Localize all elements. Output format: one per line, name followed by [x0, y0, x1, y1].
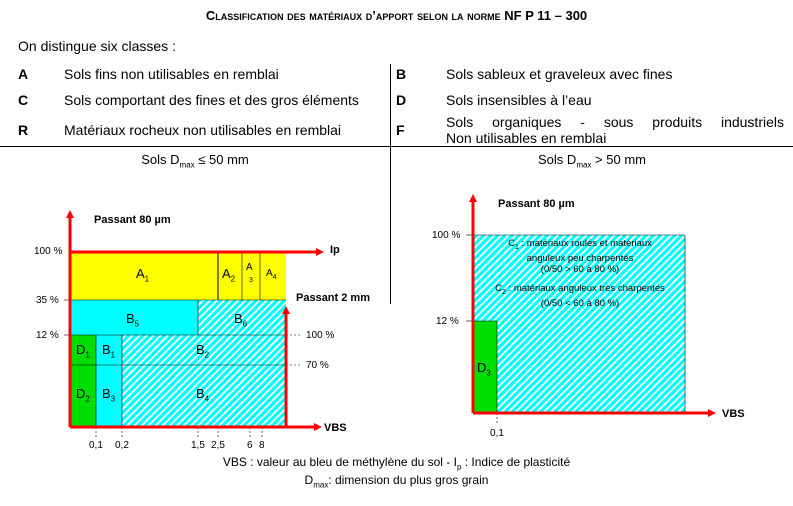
- zone-a2-label: $A_2$: [222, 266, 236, 284]
- left-x-tick-2-5: 2,5: [211, 440, 225, 451]
- class-label-a: Sols fins non utilisables en remblai: [64, 66, 279, 82]
- left-x-tick-6: 6: [247, 440, 253, 451]
- class-code-b: B: [396, 66, 407, 82]
- left-x-tick-0-1: 0,1: [89, 440, 103, 451]
- zone-b3-label: $B_3$: [102, 386, 116, 404]
- left-passant2-label: Passant 2 mm: [296, 292, 370, 304]
- left-right-tick-100: 100 %: [306, 330, 335, 341]
- left-x-tick-8: 8: [259, 440, 265, 451]
- caption-line-2: $D_{max}$: dimension du plus gros grain: [304, 473, 489, 490]
- zone-b5-label: $B_5$: [126, 311, 140, 329]
- zone-b4-label: $B_4$: [196, 386, 210, 404]
- zone-d1-label: $D_1$: [76, 342, 90, 360]
- page-title: Classification des matériaux d’apport selon la norme NF P 11 – 300: [205, 8, 588, 23]
- left-y-tick-100: 100 %: [34, 246, 63, 257]
- class-label-f-line1: Sols organiques - sous produits industriels: [446, 114, 784, 130]
- left-ip-label: Ip: [330, 244, 340, 256]
- left-y-axis-label: Passant 80 µm: [94, 214, 171, 226]
- left-right-tick-70: 70 %: [306, 360, 329, 371]
- zone-d2-label: $D_2$: [76, 386, 90, 404]
- class-label-d: Sols insensibles à l’eau: [446, 92, 592, 108]
- class-code-a: A: [18, 66, 29, 82]
- class-code-r: R: [18, 122, 29, 138]
- class-label-r: Matériaux rocheux non utilisables en remblai: [64, 122, 342, 138]
- right-x-axis-label: VBS: [722, 408, 745, 420]
- zone-b6-label: $B_6$: [234, 311, 248, 329]
- zone-a1-label: $A_1$: [136, 266, 150, 284]
- right-y-tick-12: 12 %: [436, 316, 459, 327]
- zone-c2-description: $C_2$ : matériaux anguleux très charpentés (0/50 < 60 à 80 %): [495, 283, 665, 309]
- left-y-tick-35: 35 %: [36, 295, 59, 306]
- right-section-header: Sols $D_{max} > 50$ mm: [538, 152, 646, 170]
- right-x-tick-0-1: 0,1: [490, 428, 504, 439]
- class-label-f-line2: Non utilisables en remblai: [446, 130, 607, 146]
- zone-d3-label: $D_3$: [477, 360, 491, 378]
- class-code-f: F: [396, 122, 405, 138]
- zone-a3-label: A 3: [246, 262, 253, 284]
- left-x-axis-label: VBS: [324, 422, 347, 434]
- class-code-d: D: [396, 92, 407, 108]
- right-y-tick-100: 100 %: [432, 230, 461, 241]
- zone-c1-description: $C_1$ : matériaux roulés et matériaux anguleux peu charpentés (0/50 > 60 à 80 %): [508, 238, 652, 275]
- left-x-tick-1-5: 1,5: [191, 440, 205, 451]
- left-x-tick-0-2: 0,2: [115, 440, 129, 451]
- zone-b2-label: $B_2$: [196, 342, 210, 360]
- intro-text: On distingue six classes :: [18, 38, 176, 54]
- zone-b1-label: $B_1$: [102, 342, 116, 360]
- right-y-axis-label: Passant 80 µm: [498, 198, 575, 210]
- class-label-c: Sols comportant des fines et des gros éléments: [64, 92, 359, 108]
- class-code-c: C: [18, 92, 29, 108]
- class-label-b: Sols sableux et graveleux avec fines: [446, 66, 673, 82]
- left-section-header: Sols $D_{max} \le 50$ mm: [141, 152, 249, 170]
- left-y-tick-12: 12 %: [36, 330, 59, 341]
- caption-line-1: VBS : valeur au bleu de méthylène du sol - $I_p$ : Indice de plasticité: [222, 455, 571, 472]
- zone-a4-label: $A_4$: [266, 268, 277, 281]
